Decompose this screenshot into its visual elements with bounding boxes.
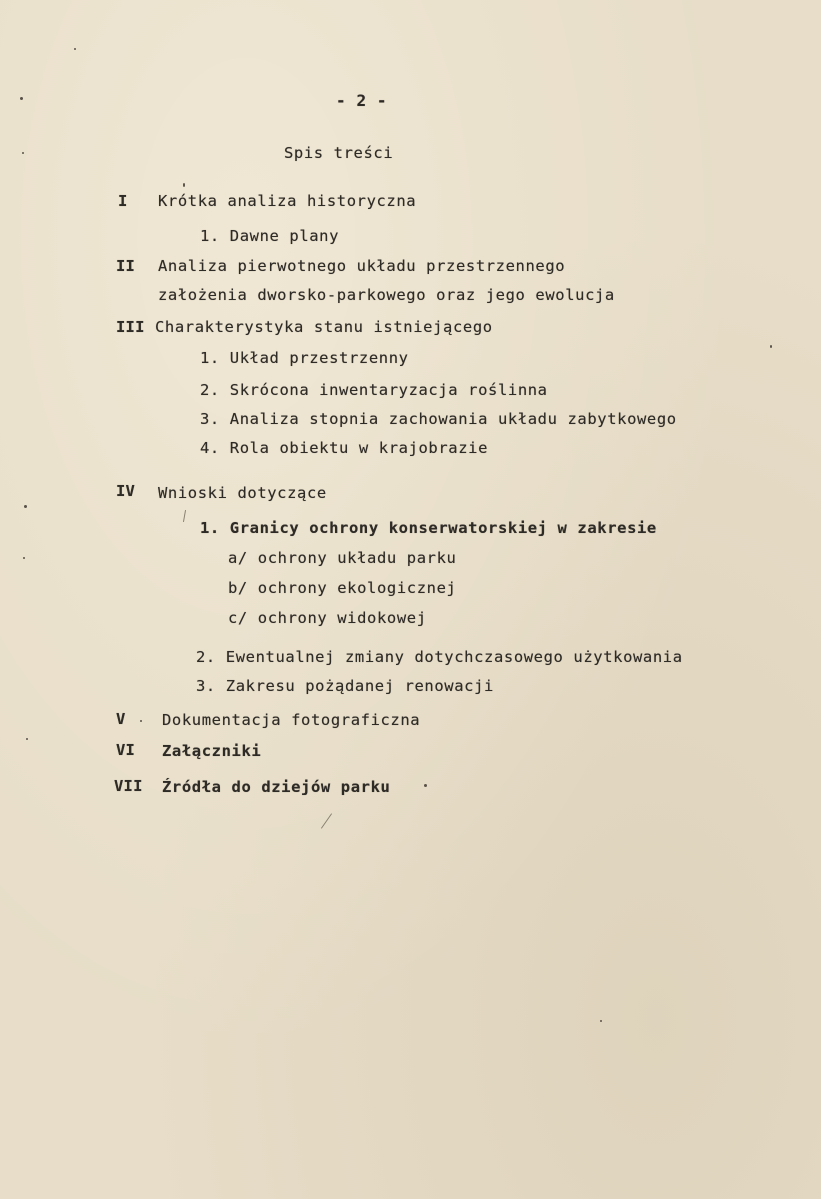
scan-speck [24,505,27,508]
section-heading-vi: Załączniki [162,742,262,760]
section-numeral-ii: II [116,257,136,275]
scan-speck [22,152,24,154]
section-heading-v: Dokumentacja fotograficzna [162,711,421,729]
scan-scratch [321,813,332,828]
page-number: - 2 - [336,91,388,110]
section-iii-item-3: 3. Analiza stopnia zachowania układu zabytkowego [200,410,677,428]
section-iii-item-4: 4. Rola obiektu w krajobrazie [200,439,489,457]
section-numeral-iv: IV [116,482,136,500]
scan-speck [26,738,28,740]
section-heading-iv: Wnioski dotyczące [158,484,327,502]
scan-speck [140,720,142,722]
section-numeral-vii: VII [114,777,143,795]
section-heading-i: Krótka analiza historyczna [158,192,417,210]
scan-speck [20,97,23,100]
scan-speck [183,183,185,187]
section-iii-item-1: 1. Układ przestrzenny [200,349,409,367]
section-i-item-1: 1. Dawne plany [200,227,340,245]
scan-scratch [183,510,186,522]
section-iii-item-2: 2. Skrócona inwentaryzacja roślinna [200,381,548,399]
scan-speck [424,784,427,787]
scan-speck [600,1020,602,1022]
section-numeral-vi: VI [116,741,136,759]
section-iv-subitem-c: c/ ochrony widokowej [228,609,427,627]
section-numeral-iii: III [116,318,145,336]
scan-speck [770,345,772,348]
section-heading-iii: Charakterystyka stanu istniejącego [155,318,493,336]
section-iv-subitem-a: a/ ochrony układu parku [228,549,457,567]
section-heading-vii: Źródła do dziejów parku [162,778,391,796]
section-iv-item-3: 3. Zakresu pożądanej renowacji [196,677,494,695]
section-iv-item-1: 1. Granicy ochrony konserwatorskiej w zakresie [200,519,657,537]
section-iv-item-2: 2. Ewentualnej zmiany dotychczasowego użytkowania [196,648,683,666]
section-numeral-v: V [116,710,126,728]
scan-speck [74,48,76,50]
section-iv-subitem-b: b/ ochrony ekologicznej [228,579,457,597]
page-title: Spis treści [284,144,394,162]
scan-speck [23,557,25,559]
section-heading-ii-line-2: założenia dworsko-parkowego oraz jego ewolucja [158,286,615,304]
section-numeral-i: I [118,192,128,210]
section-heading-ii: Analiza pierwotnego układu przestrzennego [158,257,566,275]
